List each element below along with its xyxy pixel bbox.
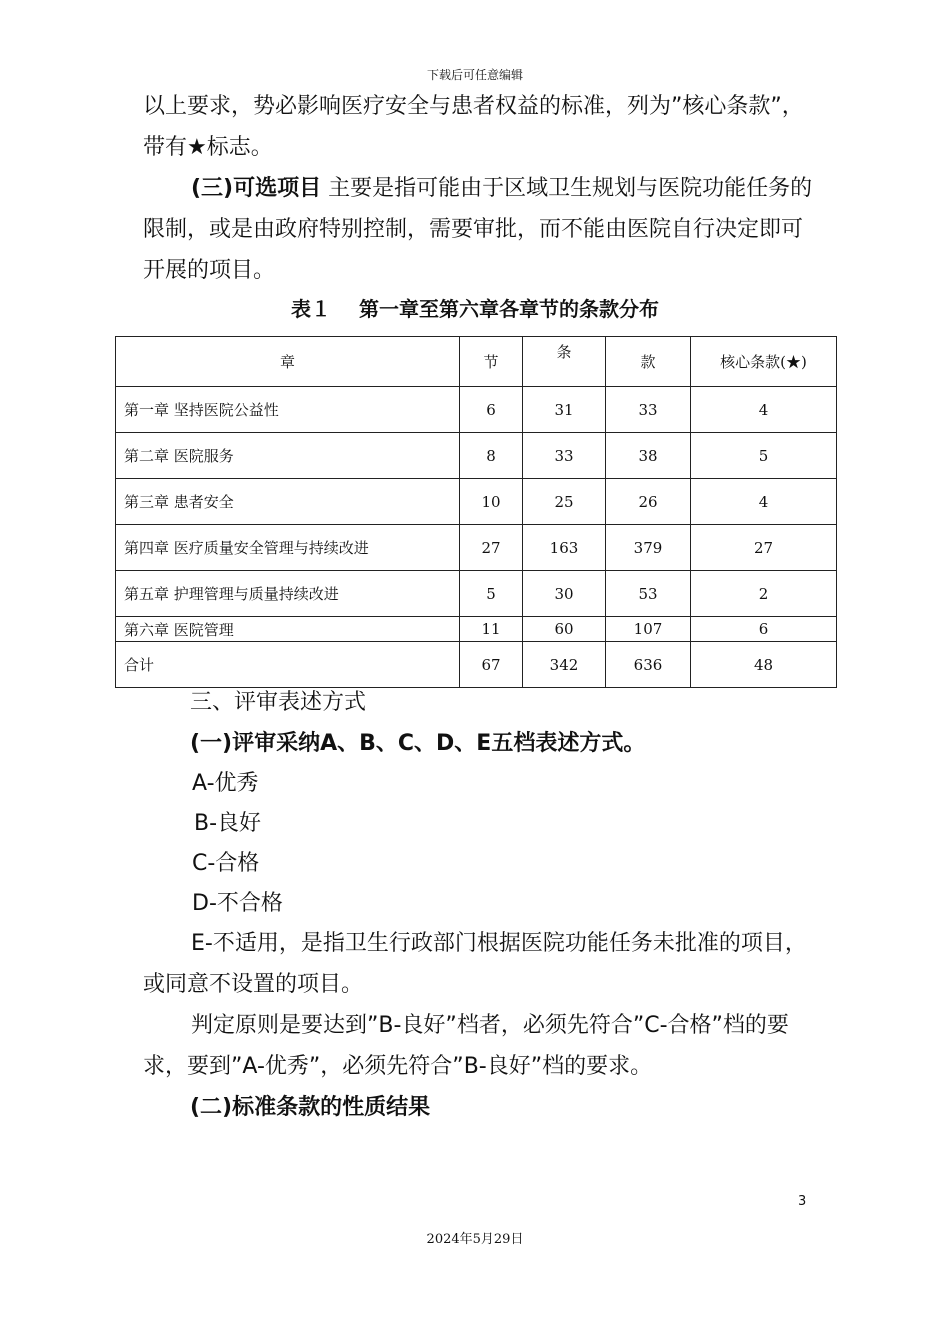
- row-clauses: 379: [606, 525, 691, 571]
- header-chapter: 章: [116, 337, 460, 387]
- row-clauses: 26: [606, 479, 691, 525]
- row-articles: 25: [523, 479, 606, 525]
- row-sections: 27: [460, 525, 523, 571]
- header-clause: 款: [606, 337, 691, 387]
- row-sections: 8: [460, 433, 523, 479]
- table-total-row: [116, 642, 837, 688]
- grade-a: A-优秀: [192, 771, 259, 796]
- header-section: 节: [460, 337, 523, 387]
- table-header-row: [116, 337, 837, 387]
- row-articles: 30: [523, 571, 606, 617]
- row-clauses: 33: [606, 387, 691, 433]
- core-clause-paragraph: 以上要求，势必影响医疗安全与患者权益的标准，列为”核心条款”，带有★标志。: [143, 94, 804, 160]
- grade-b: B-良好: [194, 811, 262, 836]
- table-row: [116, 479, 837, 525]
- header-core-clause: 核心条款(★): [691, 337, 837, 387]
- total-core-clauses: 48: [691, 642, 837, 688]
- row-core-clauses: 5: [691, 433, 837, 479]
- total-label: 合计: [116, 642, 460, 688]
- row-sections: 10: [460, 479, 523, 525]
- row-sections: 6: [460, 387, 523, 433]
- table-caption: [0, 294, 950, 324]
- row-clauses: 107: [606, 617, 691, 642]
- row-chapter: 第二章 医院服务: [116, 433, 460, 479]
- row-chapter: 第四章 医疗质量安全管理与持续改进: [116, 525, 460, 571]
- row-core-clauses: 2: [691, 571, 837, 617]
- row-articles: 33: [523, 433, 606, 479]
- row-articles: 31: [523, 387, 606, 433]
- review-subheading-2: (二)标准条款的性质结果: [190, 1095, 431, 1120]
- row-sections: 5: [460, 571, 523, 617]
- optional-items-heading: (三)可选项目: [191, 176, 322, 201]
- table-caption-number: 表１: [291, 297, 331, 321]
- row-articles: 163: [523, 525, 606, 571]
- total-articles: 342: [523, 642, 606, 688]
- row-core-clauses: 6: [691, 617, 837, 642]
- row-core-clauses: 27: [691, 525, 837, 571]
- grade-d: D-不合格: [192, 891, 283, 916]
- clause-distribution-table: [115, 336, 837, 688]
- row-chapter: 第六章 医院管理: [116, 617, 460, 642]
- page-number: 3: [798, 1194, 807, 1209]
- footer-date: 2024年5月29日: [426, 1232, 524, 1247]
- table-row: [116, 525, 837, 571]
- row-articles: 60: [523, 617, 606, 642]
- table-row: [116, 433, 837, 479]
- page-header: 下载后可任意编辑: [426, 68, 523, 82]
- optional-items-paragraph: [143, 168, 813, 291]
- total-sections: 67: [460, 642, 523, 688]
- optional-items-text: 主要是指可能由于区域卫生规划与医院功能任务的限制，或是由政府特别控制，需要审批，而不能由医院自行决定即可开展的项目。: [143, 176, 813, 283]
- row-core-clauses: 4: [691, 387, 837, 433]
- table-row: [116, 617, 837, 642]
- table-row: [116, 571, 837, 617]
- principle-paragraph: 判定原则是要达到”B-良好”档者，必须先符合”C-合格”档的要求，要到”A-优秀”，必须先符合”B-良好”档的要求。: [143, 1013, 789, 1079]
- table-row: [116, 387, 837, 433]
- row-chapter: 第三章 患者安全: [116, 479, 460, 525]
- row-chapter: 第五章 护理管理与质量持续改进: [116, 571, 460, 617]
- total-clauses: 636: [606, 642, 691, 688]
- grade-c: C-合格: [192, 851, 260, 876]
- table-caption-text: 第一章至第六章各章节的条款分布: [359, 297, 659, 321]
- review-section-title: 三、评审表述方式: [190, 690, 367, 715]
- row-sections: 11: [460, 617, 523, 642]
- header-article: 条: [523, 337, 606, 387]
- grade-e-paragraph: E-不适用，是指卫生行政部门根据医院功能任务未批准的项目，或同意不设置的项目。: [143, 931, 807, 997]
- row-core-clauses: 4: [691, 479, 837, 525]
- review-subheading-1: (一)评审采纳A、B、C、D、E五档表述方式。: [190, 731, 646, 756]
- row-clauses: 38: [606, 433, 691, 479]
- row-chapter: 第一章 坚持医院公益性: [116, 387, 460, 433]
- row-clauses: 53: [606, 571, 691, 617]
